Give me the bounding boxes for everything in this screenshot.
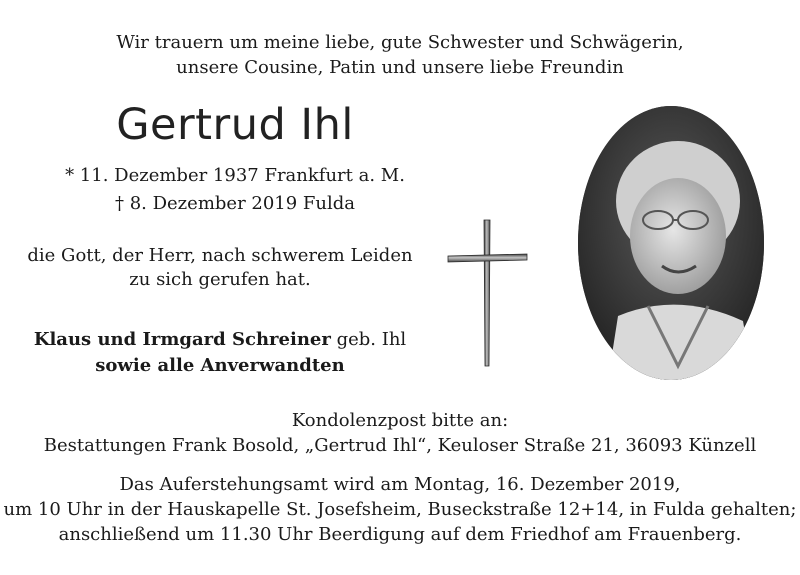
condolence-line-1: Kondolenzpost bitte an:: [291, 410, 509, 431]
service-line-3: anschließend um 11.30 Uhr Beerdigung auf dem Friedhof am Frauenberg.: [58, 524, 742, 545]
mourners-others: sowie alle Anverwandten: [95, 355, 345, 376]
portrait-photo: [578, 106, 764, 380]
mourners: [20, 327, 420, 379]
service-line-1: Das Auferstehungsamt wird am Montag, 16. Dezember 2019,: [119, 474, 681, 495]
passing-text: [20, 244, 420, 292]
death-date: † 8. Dezember 2019 Fulda: [114, 193, 356, 214]
service-info: [0, 472, 800, 547]
birth-date: * 11. Dezember 1937 Frankfurt a. M.: [65, 165, 405, 186]
mourners-line-1: [20, 327, 420, 353]
intro-text: [0, 30, 800, 80]
cross-icon: [445, 218, 530, 368]
portrait-image: [578, 106, 764, 380]
mourners-line-2: [20, 353, 420, 379]
mourners-names: Klaus und Irmgard Schreiner: [33, 329, 331, 350]
condolence-line-2: Bestattungen Frank Bosold, „Gertrud Ihl“, Keuloser Straße 21, 36093 Künzell: [43, 435, 757, 456]
service-line-2: um 10 Uhr in der Hauskapelle St. Josefsheim, Buseckstraße 12+14, in Fulda gehalten;: [3, 499, 797, 520]
intro-line-2: unsere Cousine, Patin und unsere liebe Freundin: [176, 57, 624, 78]
life-dates: [50, 162, 420, 218]
condolence-info: [0, 408, 800, 458]
passing-line-2: zu sich gerufen hat.: [129, 269, 311, 290]
intro-line-1: Wir trauern um meine liebe, gute Schwester und Schwägerin,: [116, 32, 684, 53]
deceased-name: Gertrud Ihl: [116, 100, 354, 150]
passing-line-1: die Gott, der Herr, nach schwerem Leiden: [27, 245, 413, 266]
mourners-nee: geb. Ihl: [330, 329, 407, 350]
